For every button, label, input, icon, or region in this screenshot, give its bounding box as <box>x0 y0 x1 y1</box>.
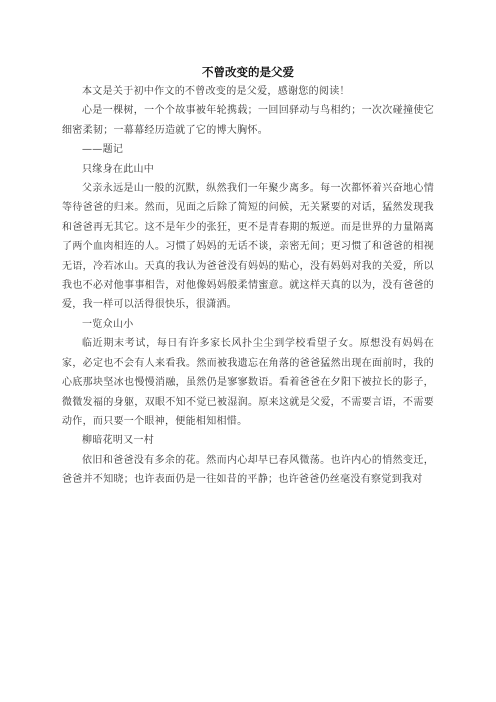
document-page <box>62 64 434 490</box>
section-heading: 一览众山小 <box>82 318 134 330</box>
body-paragraph: 心是一棵树，一个个故事被年轮携载；一回回驿动与鸟相约；一次次碰撞使它细密柔韧；一幕幕经历造就了它的博大胸怀。 <box>62 105 434 136</box>
body-paragraph: 父亲永远是山一般的沉默，纵然我们一年聚少离多。每一次都怀着兴奋地心情等待爸爸的归来。然而，见面之后除了简短的问候，无关紧要的对话，猛然发现我和爸爸再无其它。这不是年少的张狂，更不是青春期的叛逆。而是世界的力量隔离了两个血肉相连的人。习惯了妈妈的无话不谈，亲密无间；更习惯了和爸爸的相视无语，冷若冰山。天真的我认为爸爸没有妈妈的贴心，没有妈妈对我的关爱，所以我也不必对他事事相告，对他像妈妈般柔情蜜意。就这样天真的以为，没有爸爸的爱，我一样可以活得很快乐，很潇洒。 <box>62 183 434 311</box>
section-heading: 柳暗花明又一村 <box>82 435 155 447</box>
document-title: 不曾改变的是父爱 <box>202 65 294 79</box>
section-heading: 只缘身在此山中 <box>82 163 155 175</box>
intro-paragraph: 本文是关于初中作文的不曾改变的是父爱，感谢您的阅读！ <box>82 86 350 97</box>
epigraph-attribution: ——题记 <box>82 144 124 156</box>
body-paragraph: 依旧和爸爸没有多余的花。然而内心却早已春风微荡。也许内心的悄然变迁，爸爸并不知晓；也许表面仍是一往如昔的平静；也许爸爸仍丝毫没有察觉到我对 <box>62 454 434 486</box>
body-paragraph: 临近期末考试，每日有许多家长风扑尘尘到学校看望子女。原想没有妈妈在家，必定也不会有人来看我。然而被我遗忘在角落的爸爸猛然出现在面前时，我的心底那块坚冰也慢慢消融，虽然仍是寥寥数语。看着爸爸在夕阳下被拉长的影子，微微发福的身躯，双眼不知不觉已被湿润。原来这就是父爱，不需要言语，不需要动作，而只要一个眼神，便能相知相惜。 <box>62 338 434 427</box>
